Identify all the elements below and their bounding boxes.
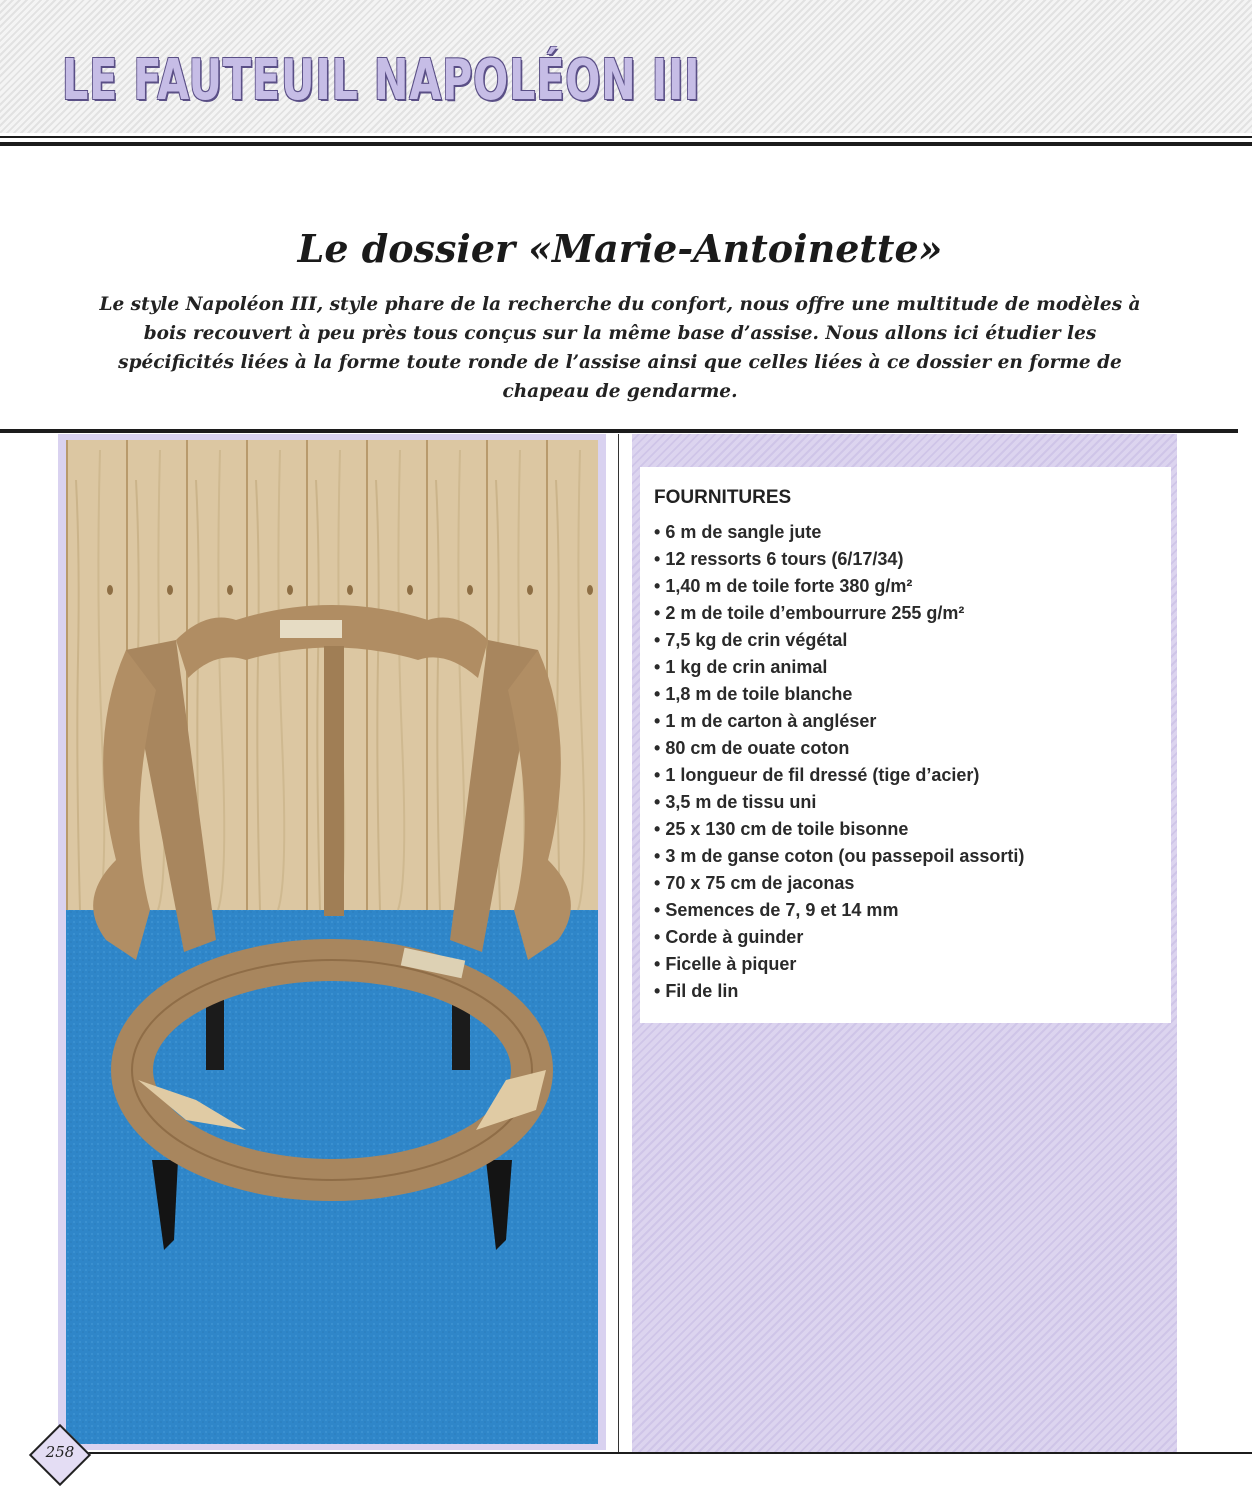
list-item: • 1 longueur de fil dressé (tige d’acier) [654,762,1024,789]
supplies-title: FOURNITURES [654,487,792,508]
list-item: • 2 m de toile d’embourrure 255 g/m² [654,600,1024,627]
list-item: • 1 kg de crin animal [654,654,1024,681]
section-rule [0,429,1238,433]
chair-frame-photo [66,440,598,1444]
list-item: • 80 cm de ouate coton [654,735,1024,762]
list-item: • Fil de lin [654,978,1024,1005]
photo-frame [58,434,606,1450]
list-item: • 1,40 m de toile forte 380 g/m² [654,573,1024,600]
page-number: 258 [45,1443,75,1461]
list-item: • 70 x 75 cm de jaconas [654,870,1024,897]
chapter-title: LE FAUTEUIL NAPOLÉON III [62,48,701,113]
list-item: • 12 ressorts 6 tours (6/17/34) [654,546,1024,573]
list-item: • 25 x 130 cm de toile bisonne [654,816,1024,843]
column-divider [618,434,619,1452]
supplies-panel [632,434,1177,1452]
list-item: • 3 m de ganse coton (ou passepoil assorti) [654,843,1024,870]
list-item: • 7,5 kg de crin végétal [654,627,1024,654]
list-item: • 3,5 m de tissu uni [654,789,1024,816]
section-title: Le dossier «Marie-Antoinette» [297,226,943,271]
intro-paragraph: Le style Napoléon III, style phare de la recherche du confort, nous offre une multitude de modèles à bois recouvert à peu près tous conçus sur la même base d’assise. Nous allons ici étudier les spécificités liées à la forme toute ronde de l’assise ainsi que celles liées à ce dossier en forme de chapeau de gendarme. [99,294,1141,402]
list-item: • 1 m de carton à angléser [654,708,1024,735]
supplies-list [654,519,1024,1005]
header-rule [0,136,1252,138]
list-item: • Ficelle à piquer [654,951,1024,978]
list-item: • 1,8 m de toile blanche [654,681,1024,708]
list-item: • Corde à guinder [654,924,1024,951]
supplies-card [640,467,1171,1023]
header-rule-thick [0,142,1252,146]
list-item: • Semences de 7, 9 et 14 mm [654,897,1024,924]
footer-rule [70,1452,1252,1454]
list-item: • 6 m de sangle jute [654,519,1024,546]
